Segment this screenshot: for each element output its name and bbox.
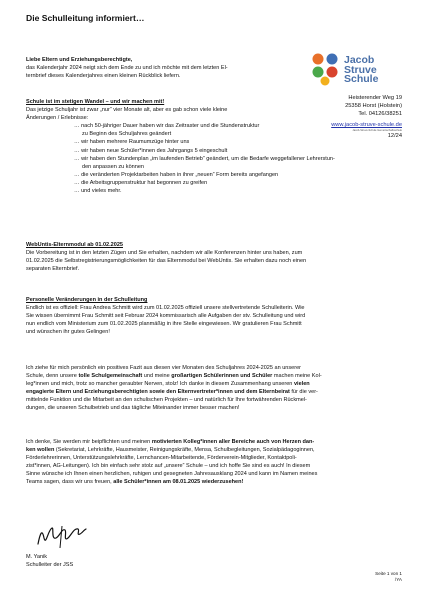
address-line-1: Heisterender Weg 19 xyxy=(348,95,402,101)
section-text: Das jetzige Schuljahr ist zwar „nur“ vier Monate alt, aber es gab schon viele kleine xyxy=(26,107,228,114)
phone: Tel. 04126/38251 xyxy=(358,111,402,117)
section-text: dungen, die unseren Schulbetrieb und das tägliche Miteinander immer besser machen! xyxy=(26,405,240,412)
signature-name: M. Yanik xyxy=(26,554,48,560)
section-text: Teams sagen, dass wir uns freuen, alle Schüler*innen am 08.01.2025 wiederzusehen! xyxy=(26,479,244,486)
list-item: … wir haben den Stundenplan „im laufenden Betrieb“ geändert, um die Bedarfe weggefallener Lehrerstun- xyxy=(74,155,335,162)
author-initials: /YA xyxy=(394,577,402,582)
list-item: … und vieles mehr. xyxy=(74,188,122,195)
section-text: leg*innen und mich, trotz so mancher geraubter Nerven, stolz! Ich danke in diesem Zusammenhang unseren vielen xyxy=(26,381,310,388)
section-heading: WebUntis-Elternmodul ab 01.02.2025 xyxy=(26,242,123,248)
section-text: Schule, denn unsere tolle Schulgemeinschaft und meine großartigen Schülerinnen und Schüler machen meine Kol- xyxy=(26,373,322,380)
section-text: Sie wissen übernimmt Frau Schmitt seit Februar 2024 kommissarisch alle Aufgaben der stv. Schulleitung und wird xyxy=(26,313,306,320)
section-text: engagierte Eltern und Erziehungsberechtigten sowie den Elternvertreter*innen und dem Elternbeirat für die ver- xyxy=(26,389,318,396)
list-item: … nach 50-jähriger Dauer haben wir das Zeitraster und die Stundenstruktur xyxy=(74,123,260,130)
school-logo-text: Jacob Struve Schule xyxy=(344,54,379,86)
list-item: … die veränderten Projektarbeiten haben in ihrer „neuen“ Form bereits angefangen xyxy=(74,171,279,178)
section-fazit xyxy=(26,364,396,413)
section-dank xyxy=(26,438,396,487)
section-heading: Personelle Veränderungen in der Schulleitung xyxy=(26,297,148,303)
list-item: … wir haben mehrere Raumumzüge hinter uns xyxy=(74,139,190,146)
section-text: 01.02.2025 die Selbstregistrierungsmöglichkeiten für das Elternmodul bei WebUntis. Sie erhalten dazu noch einen xyxy=(26,258,307,265)
list-item: … die Arbeitsgruppenstruktur hat begonnen zu greifen xyxy=(74,179,208,186)
signature-icon xyxy=(34,524,90,550)
section-text: Die Vorbereitung ist in den letzten Zügen und Sie erhalten, nachdem wir alle Konferenzen hinter uns haben, zum xyxy=(26,250,303,257)
signature-role: Schulleiter der JSS xyxy=(26,562,74,569)
small-print: Jacob-Struve-Schule Gemeinschaftsschule xyxy=(352,129,402,132)
signature-block xyxy=(26,553,396,569)
section-text: Sinne wünsche ich Ihnen einen herzlichen, ruhigen und gesegneten Jahresausklang 2024 und kann im Namen meines xyxy=(26,471,318,478)
list-item: … wir haben neue Schüler*innen des Jahrgangs 5 eingeschult xyxy=(74,147,228,154)
page-number: Seite 1 von 1 xyxy=(375,571,402,576)
intro xyxy=(26,56,396,80)
section-text: Endlich ist es offiziell: Frau Andrea Schmitt wird zum 01.02.2025 offiziell unsere stellvertretende Schulleiterin. Wie xyxy=(26,305,305,312)
section-text: Förderlehrerinnen, Unterstützungslehrkräfte, Lernchancen-Mitarbeitende, Förderverein-Mitglieder, Kontaktpoli- xyxy=(26,455,297,462)
issue-number: 12/24 xyxy=(387,133,402,139)
section-text: Änderungen / Erlebnisse: xyxy=(26,115,89,122)
intro-line: ternbrief dieses Kalenderjahres einen kleinen Rückblick liefern. xyxy=(26,73,181,80)
section-webuntis xyxy=(26,241,396,273)
section-personal xyxy=(26,296,396,336)
section-heading: Schule ist im stetigen Wandel – und wir machen mit! xyxy=(26,99,165,105)
section-text: zist*innen, AG-Leitungen). Ich bin einfach sehr stolz auf „unsere“ Schule – und ich hoffe Sie sind es auch! In diesem xyxy=(26,463,311,470)
greeting: Liebe Eltern und Erziehungsberechtigte, xyxy=(26,57,133,63)
section-text: Ich denke, Sie werden mir beipflichten und meinen motivierten Kolleg*innen aller Bereiche auch von Herzen dan- xyxy=(26,439,315,445)
list-item: zu Beginn des Schuljahres geändert xyxy=(82,131,172,138)
section-text: separaten Elternbrief. xyxy=(26,266,80,273)
intro-line: das Kalenderjahr 2024 neigt sich dem Ende zu und ich möchte mit dem letzten El- xyxy=(26,65,228,72)
website-link[interactable]: www.jacob-struve-schule.de xyxy=(331,122,402,128)
section-text: und wünschen ihr gutes Gelingen! xyxy=(26,329,110,336)
footer xyxy=(375,571,402,583)
section-text: nun endlich vom Ministerium zum 01.02.2025 planmäßig in ihre Stelle eingewiesen. Wir gratulieren Frau Schmitt xyxy=(26,321,302,328)
section-wandel xyxy=(26,98,396,195)
list-item: den anpassen zu können xyxy=(82,163,144,170)
address-line-2: 25358 Horst (Holstein) xyxy=(345,103,402,109)
page-title: Die Schulleitung informiert… xyxy=(26,13,145,23)
section-text: Ich ziehe für mich persönlich ein positives Fazit aus diesen vier Monaten des Schuljahres 2024-2025 an unserer xyxy=(26,365,302,371)
section-text: mittelnde Funktion und die Mitarbeit an den schulischen Projekten – und natürlich für Ihre fortwährenden Rückmel- xyxy=(26,397,307,404)
section-text: ken wollen (Sekretariat, Lehrkräfte, Hausmeister, Reinigungskräfte, Mensa, Schulbegleitungen, Sozialpädagoginnen, xyxy=(26,447,315,454)
